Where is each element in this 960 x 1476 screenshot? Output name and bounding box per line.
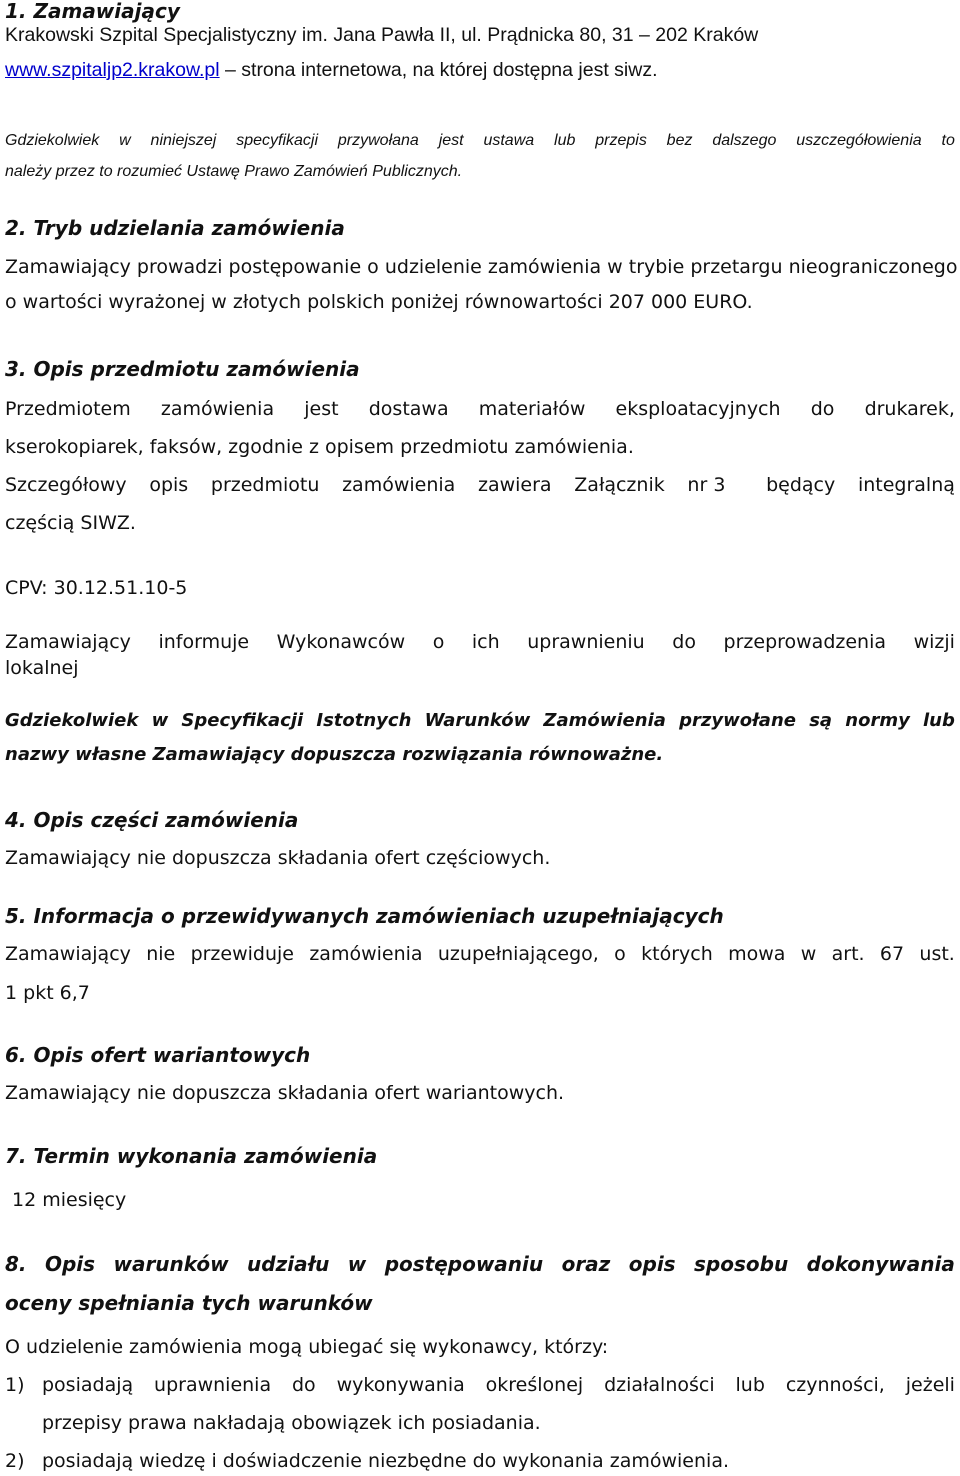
partial-offers-text: Zamawiający nie dopuszcza składania ofert częściowych. [5, 847, 551, 869]
cpv-code: CPV: 30.12.51.10-5 [5, 577, 188, 599]
equivalent-solutions-line-1: Gdziekolwiek w Specyfikacji Istotnych Warunków Zamówienia przywołane są normy lub [5, 710, 955, 731]
equivalent-solutions-line-2: nazwy własne Zamawiający dopuszcza rozwiązania równoważne. [5, 744, 664, 765]
section-5-heading: 5. Informacja o przewidywanych zamówieniach uzupełniających [5, 904, 724, 928]
procedure-mode-line-2: o wartości wyrażonej w złotych polskich poniżej równowartości 207 000 EURO. [5, 291, 753, 313]
section-8-heading-line-2: oceny spełniania tych warunków [5, 1291, 373, 1315]
condition-item-1-line-2: przepisy prawa nakładają obowiązek ich posiadania. [42, 1412, 541, 1434]
section-6-heading: 6. Opis ofert wariantowych [5, 1043, 311, 1067]
variant-offers-text: Zamawiający nie dopuszcza składania ofert wariantowych. [5, 1082, 565, 1104]
definition-note-line-1: Gdziekolwiek w niniejszej specyfikacji przywołana jest ustawa lub przepis bez dalszego uszczegółowienia to [5, 132, 955, 149]
conditions-intro: O udzielenie zamówienia mogą ubiegać się wykonawcy, którzy: [5, 1336, 609, 1358]
website-link[interactable]: www.szpitaljp2.krakow.pl [5, 59, 220, 81]
subject-line-2: kserokopiarek, faksów, zgodnie z opisem przedmiotu zamówienia. [5, 436, 634, 458]
section-4-heading: 4. Opis części zamówienia [5, 808, 299, 832]
procedure-mode-line-1: Zamawiający prowadzi postępowanie o udzielenie zamówienia w trybie przetargu nieograniczonego [5, 256, 958, 278]
condition-item-2-number: 2) [5, 1450, 25, 1472]
attachment-line-2: częścią SIWZ. [5, 512, 136, 534]
website-line [5, 59, 658, 82]
condition-item-2-text: posiadają wiedzę i doświadczenie niezbędne do wykonania zamówienia. [42, 1450, 729, 1472]
section-3-heading: 3. Opis przedmiotu zamówienia [5, 357, 360, 381]
completion-term: 12 miesięcy [12, 1189, 127, 1211]
section-7-heading: 7. Termin wykonania zamówienia [5, 1144, 378, 1168]
definition-note-line-2: należy przez to rozumieć Ustawę Prawo Zamówień Publicznych. [5, 163, 463, 180]
site-visit-line-2: lokalnej [5, 657, 79, 679]
supplementary-orders-line-1: Zamawiający nie przewiduje zamówienia uzupełniającego, o których mowa w art. 67 ust. [5, 943, 955, 965]
website-description: – strona internetowa, na której dostępna jest siwz. [219, 59, 658, 81]
subject-line-1: Przedmiotem zamówienia jest dostawa materiałów eksploatacyjnych do drukarek, [5, 398, 955, 420]
section-8-heading-line-1: 8. Opis warunków udziału w postępowaniu oraz opis sposobu dokonywania [5, 1252, 955, 1276]
site-visit-line-1: Zamawiający informuje Wykonawców o ich uprawnieniu do przeprowadzenia wizji [5, 631, 955, 653]
section-1-heading: 1. Zamawiający [5, 0, 180, 23]
condition-item-1-number: 1) [5, 1374, 25, 1396]
attachment-line-1: Szczegółowy opis przedmiotu zamówienia zawiera Załącznik nr 3 będący integralną [5, 474, 955, 496]
condition-item-1-line-1: posiadają uprawnienia do wykonywania określonej działalności lub czynności, jeżeli [42, 1374, 955, 1396]
section-2-heading: 2. Tryb udzielania zamówienia [5, 216, 345, 240]
supplementary-orders-line-2: 1 pkt 6,7 [5, 982, 90, 1004]
contracting-authority-address: Krakowski Szpital Specjalistyczny im. Jana Pawła II, ul. Prądnicka 80, 31 – 202 Kraków [5, 24, 759, 46]
